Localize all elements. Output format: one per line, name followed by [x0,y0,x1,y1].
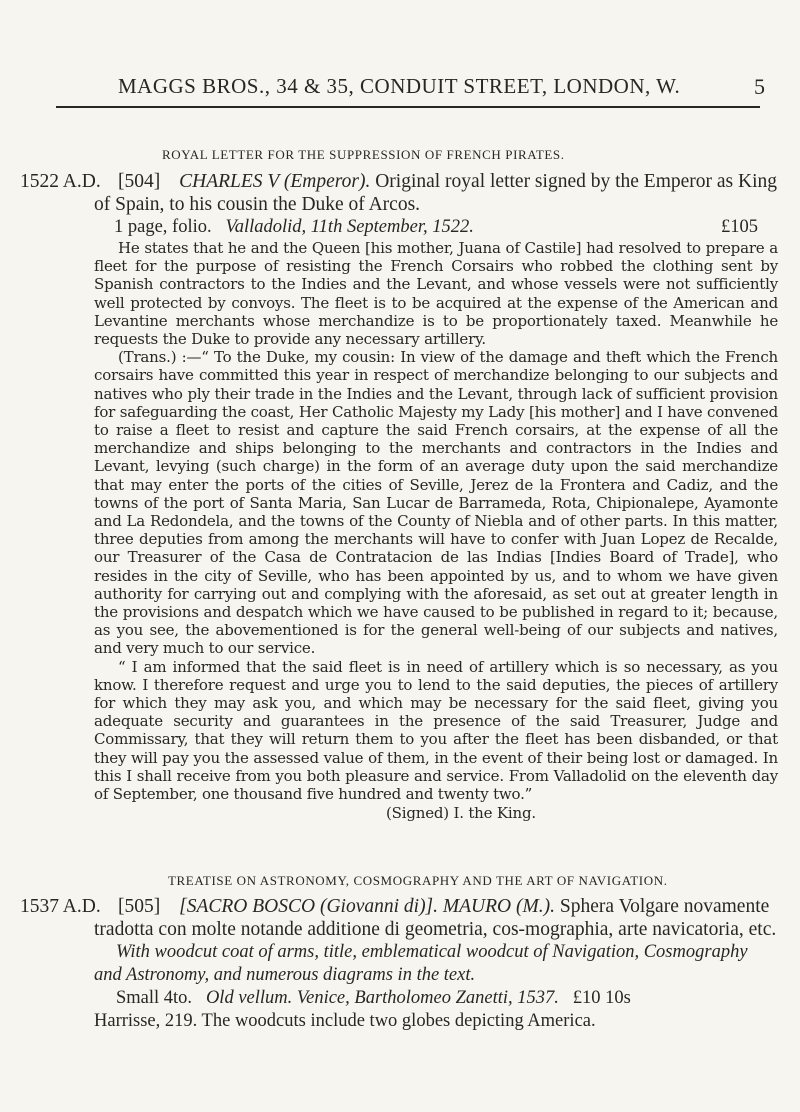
entry-format: 1 page, folio. [114,217,212,237]
entry-date: 1522 A.D. [20,171,101,192]
signature-line: (Signed) I. the King. [386,804,536,823]
entry-number: [504] [118,171,161,192]
entry-title-2: Sphera [559,896,615,917]
catalogue-entry-505 [20,895,778,1033]
entry-caption: ROYAL LETTER FOR THE SUPPRESSION OF FRENCH PIRATES. [162,147,565,162]
entry-place-date: Valladolid, 11th September, 1522. [225,217,474,237]
header-rule [56,106,760,108]
entry-caption-2: TREATISE ON ASTRONOMY, COSMOGRAPHY AND THE ART OF NAVIGATION. [168,873,668,888]
entry-format-2: Small 4to. [116,988,193,1008]
catalogue-entry-504 [20,170,778,823]
entry-description [94,239,778,823]
translation-paragraph: (Trans.) :—“ To the Duke, my cousin: In view of the damage and theft which the French corsairs have committed this year in respect of merchandize belonging to our subjects and natives who ply their trade in the Indies and the Levant, through lack of sufficient provision for safeguarding the coast, Her Catholic Majesty my Lady [his mother] and I have convened to raise a fleet to resist and capture the said French corsairs, at the expense of all the merchandize and ships belonging to the merchants and contractors in the Indies and Levant, levying (such charge) in the form of an average duty upon the said merchandize that may enter the ports of the cities of Seville, Jerez de la Frontera and Cadiz, and the towns of the port of Santa Maria, San Lucar de Barrameda, Rota, Chipionalepe, Ayamonte and La Redondela, and the towns of the County of Niebla and of other parts. In this matter, three deputies from among the merchants will have to confer with Juan Lopez de Recalde, our Treasurer of the Casa de Contratacion de las Indias [Indies Board of Trade], who resides in the city of Seville, who has been appointed by us, and to whom we have given authority for carrying out and complying with the aforesaid, as set out at greater length in the provisions and despatch which we have caused to be published in regard to it; because, as you see, the abovementioned is for the general well-being of our subjects and natives, and very much to our service. [94,348,778,658]
entry-note: Harrisse, 219. The woodcuts include two globes depicting America. [94,1011,596,1031]
entry-author: CHARLES V (Emperor). [179,171,371,192]
translation-paragraph-2: “ I am informed that the said fleet is in need of artillery which is so necessary, as you know. I therefore request and urge you to lend to the said deputies, the pieces of artillery for which they may ask you, and which may be necessary for the said fleet, giving you adequate security and guarantees in the presence of the said Treasurer, Judge and Commissary, that they will return them to you after the fleet has been disbanded, or that they will pay you the assessed value of them, in the event of their being lost or damaged. In this I shall receive from you both pleasure and service. From Valladolid on the eleventh day of September, one thousand five hundred and twenty two.” [94,657,778,804]
entry-illustrations: With woodcut coat of arms, title, emblematical woodcut of Navigation, Cosmography and Astronomy, and numerous diagrams in the text. [94,942,748,985]
entry-collation [20,216,778,239]
entry-number-2: [505] [118,896,161,917]
entry-title-2-continued: Volgare novamente tradotta con molte notande additione di geometria, cos-mographia, arte navicatoria, etc. [94,896,777,940]
entry-price-2: £10 10s [572,988,631,1008]
page-number: 5 [754,74,765,99]
entry-heading [20,170,778,216]
entry-title-continued: Emperor as King of Spain, to his cousin the Duke of Arcos. [94,171,778,215]
entry-price: £105 [721,217,758,237]
running-head: MAGGS BROS., 34 & 35, CONDUIT STREET, LONDON, W. [118,74,681,98]
entry-title: Original royal letter signed by the [375,171,639,192]
entry-description-2 [94,941,778,1033]
entry-binding-imprint: Old vellum. Venice, Bartholomeo Zanetti, 1537. [205,988,559,1008]
summary-paragraph: He states that he and the Queen [his mother, Juana of Castile] had resolved to prepare a fleet for the purpose of resisting the French Corsairs who robbed the clothing sent by Spanish contractors to the Indies and the Levant, and whose vessels were not sufficiently well protected by convoys. The fleet is to be acquired at the expense of the American and Levantine merchants whose merchandize is to be proportionately taxed. Meanwhile he requests the Duke to provide any necessary artillery. [94,239,778,349]
entry-heading-2 [20,895,778,941]
entry-author-2: [SACRO BOSCO (Giovanni di)]. MAURO (M.). [179,896,555,917]
entry-collation-2 [94,987,778,1010]
entry-date-2: 1537 A.D. [20,896,101,917]
